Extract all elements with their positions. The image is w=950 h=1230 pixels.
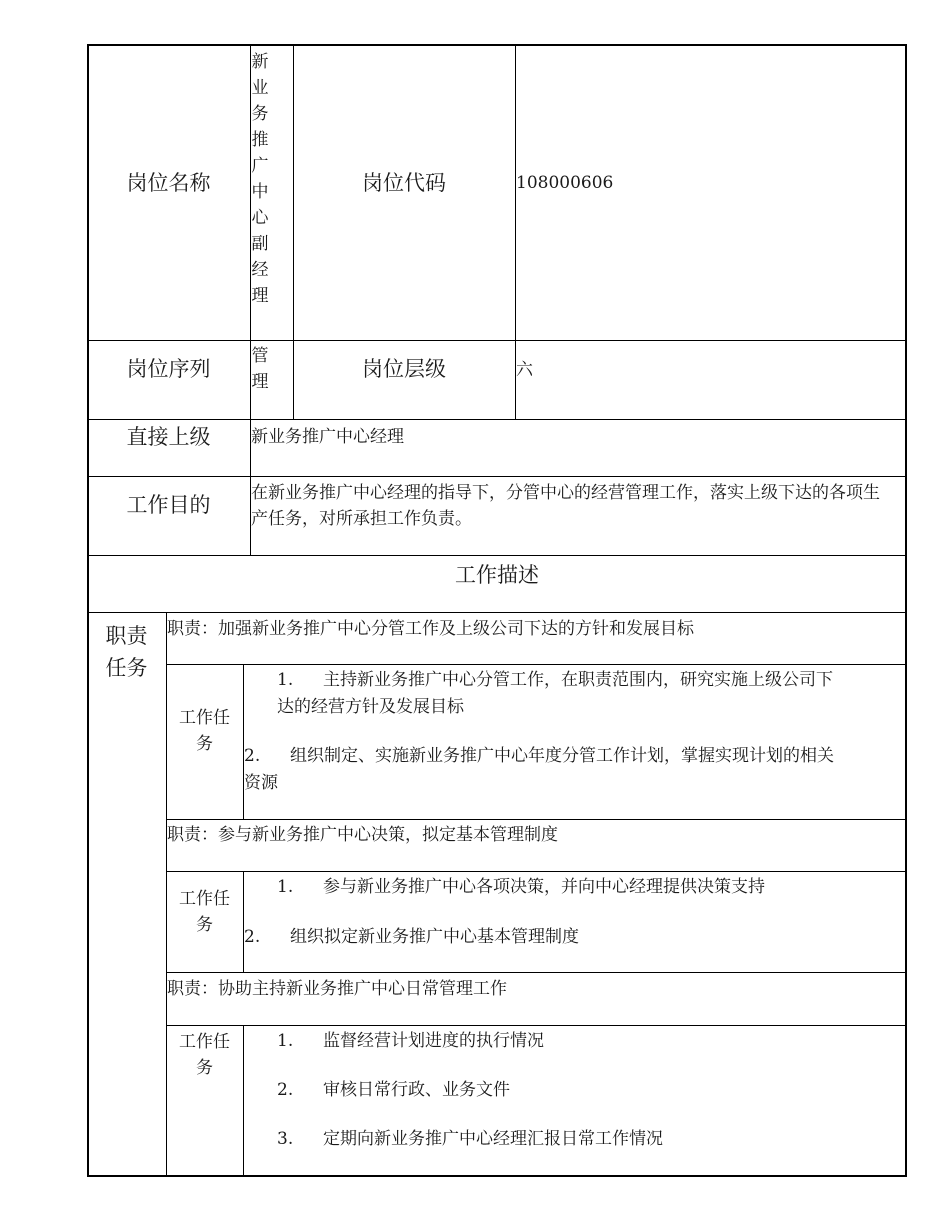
post-name-label: 岗位名称 [126,171,211,195]
task-item: 2. 组织制定、实施新业务推广中心年度分管工作计划，掌握实现计划的相关 [244,746,834,766]
purpose-label: 工作目的 [126,493,211,517]
superior-label: 直接上级 [126,425,211,449]
task-item: 1. 主持新业务推广中心分管工作，在职责范围内，研究实施上级公司下 [277,670,833,690]
duty-title: 职责：参与新业务推广中心决策，拟定基本管理制度 [167,825,558,845]
series-label: 岗位序列 [126,357,211,381]
level-label: 岗位层级 [362,357,446,381]
task-item: 2. 审核日常行政、业务文件 [277,1080,510,1100]
duties-label: 职责 任务 [105,624,148,680]
task-item: 1. 监督经营计划进度的执行情况 [277,1031,544,1051]
task-label: 工作任 务 [179,889,230,935]
task-label: 工作任 务 [179,708,230,754]
level-value: 六 [516,360,533,380]
duty-title: 职责：协助主持新业务推广中心日常管理工作 [167,979,507,999]
task-label: 工作任 务 [179,1032,230,1078]
post-code-value: 108000606 [516,173,614,193]
description-title: 工作描述 [455,563,539,587]
task-item-continuation: 资源 [244,773,278,793]
task-item: 3. 定期向新业务推广中心经理汇报日常工作情况 [277,1129,663,1149]
superior-value: 新业务推广中心经理 [251,427,404,447]
duty-title: 职责：加强新业务推广中心分管工作及上级公司下达的方针和发展目标 [167,619,694,639]
task-item-continuation: 达的经营方针及发展目标 [277,697,464,717]
task-item: 1. 参与新业务推广中心各项决策，并向中心经理提供决策支持 [277,877,765,897]
post-code-label: 岗位代码 [362,171,446,195]
purpose-value: 在新业务推广中心经理的指导下，分管中心的经营管理工作，落实上级下达的各项生产任务，对所承担工作负责。 [251,483,880,529]
task-item: 2. 组织拟定新业务推广中心基本管理制度 [244,927,579,947]
